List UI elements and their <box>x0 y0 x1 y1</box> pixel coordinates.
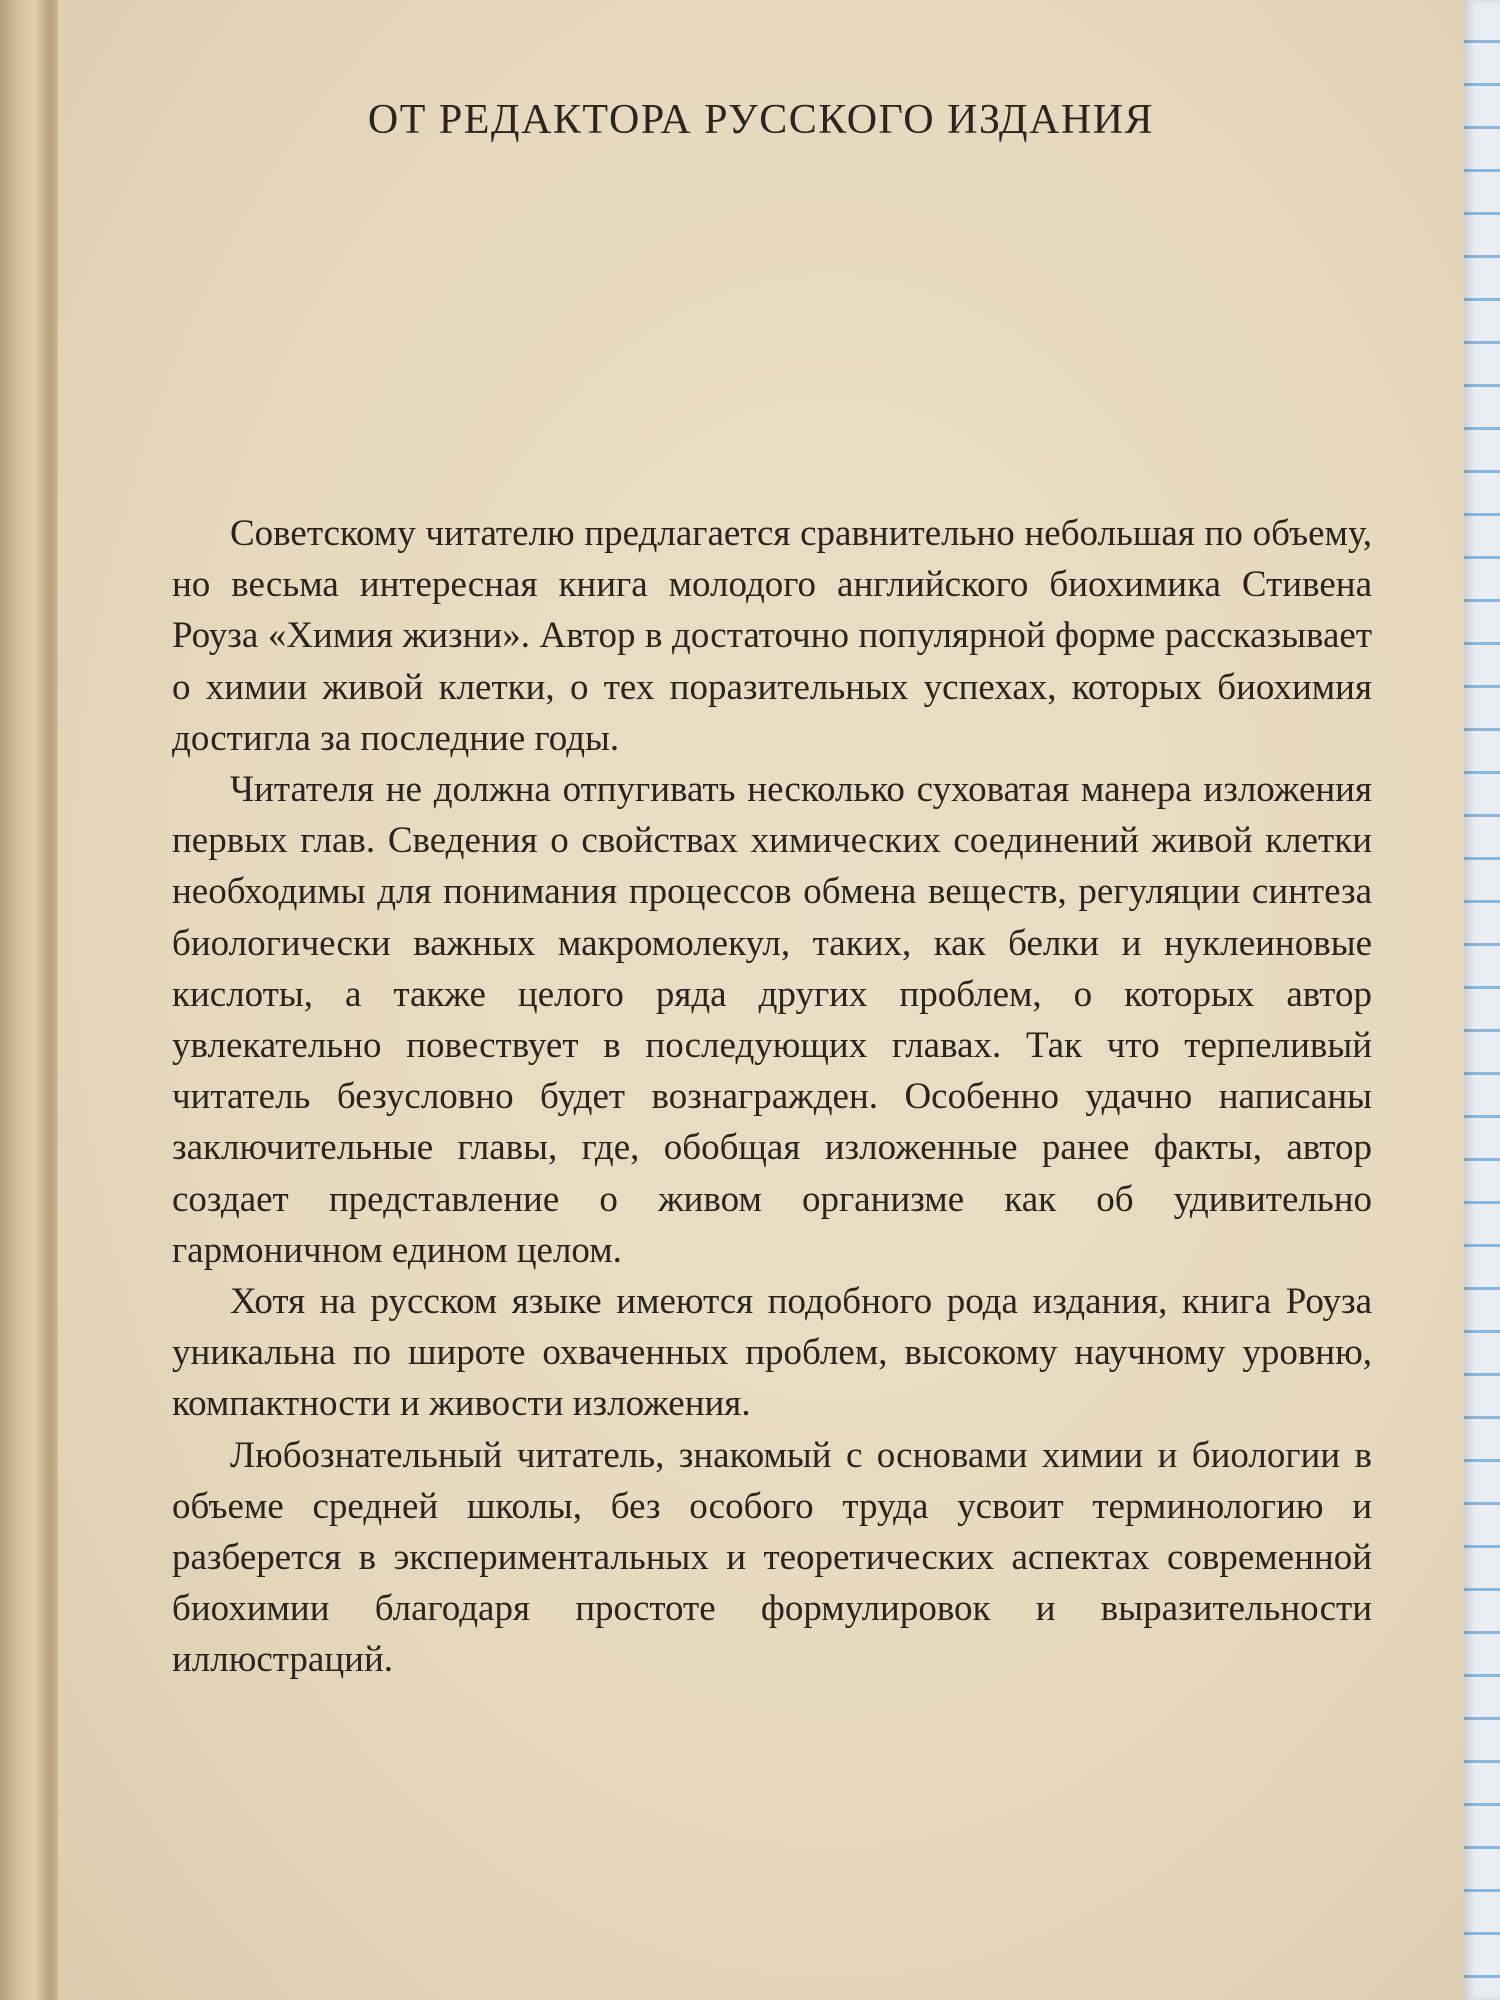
notebook-edge <box>1464 0 1500 2000</box>
paragraph-1: Советскому читателю предлагается сравнительно небольшая по объему, но весьма интересная книга молодого английского биохимика Стивена Роуза «Химия жизни». Автор в достаточно популярной форме рассказывает о химии живой клетки, о тех поразительных успехах, которых биохимия достигла за последние годы. <box>172 513 1372 759</box>
book-page <box>58 0 1464 2000</box>
paragraph-4: Любознательный читатель, знакомый с основами химии и биологии в объеме средней школы, без особого труда усвоит терминологию и разберется в экспериментальных и теоретических аспектах современной биохимии благодаря простоте формулировок и выразительности иллюстраций. <box>172 1434 1372 1681</box>
paragraph-2: Читателя не должна отпугивать несколько суховатая манера изложения первых глав. Сведения о свойствах химических соединений живой клетки необходимы для понимания процессов обмена веществ, регуляции синтеза биологически важных макромолекул, таких, как белки и нуклеиновые кислоты, а также целого ряда других проблем, о которых автор увлекательно повествует в последующих главах. Так что терпеливый читатель безусловно будет вознагражден. Особенно удачно написаны заключительные главы, где, обобщая изложенные ранее факты, автор создает представление о живом организме как об удивительно гармоничном едином целом. <box>172 769 1372 1271</box>
book-spine-gutter <box>0 0 58 2000</box>
page-body <box>172 508 1372 1686</box>
paragraph-3: Хотя на русском языке имеются подобного рода издания, книга Роуза уникальна по широте охваченных проблем, высокому научному уровню, компактности и живости изложения. <box>172 1281 1372 1425</box>
page-heading: ОТ РЕДАКТОРА РУССКОГО ИЗДАНИЯ <box>367 97 1155 143</box>
